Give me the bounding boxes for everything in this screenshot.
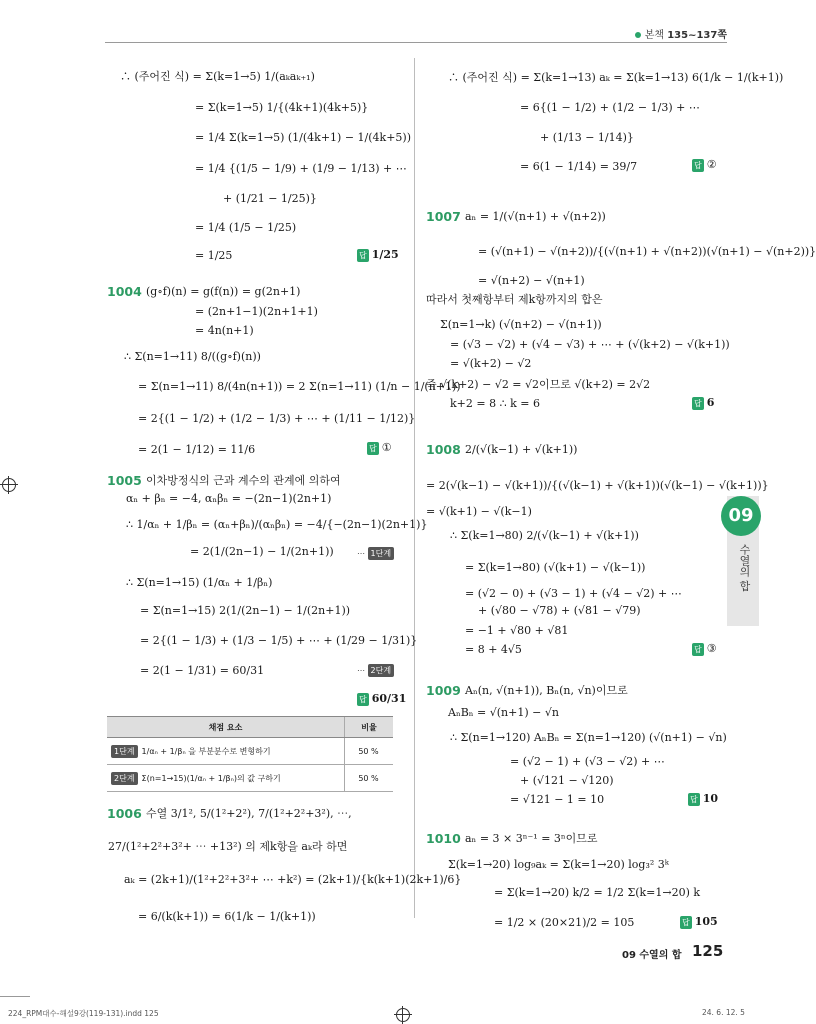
answer-1006	[692, 158, 717, 172]
answer-tag: 답	[359, 250, 367, 260]
table-row	[107, 765, 393, 792]
solution-line: AₙBₙ = √(n+1) − √n	[448, 706, 559, 719]
grading-table	[107, 716, 393, 792]
solution-line: = Σ(k=1→5) 1/{(4k+1)(4k+5)}	[195, 101, 369, 114]
problem-number-1006: 1006	[107, 806, 142, 821]
step-marker: ⋯ 1단계	[357, 547, 394, 560]
page-header	[635, 26, 727, 41]
solution-line: = (√3 − √2) + (√4 − √3) + ⋯ + (√(k+2) − √(k+1))	[450, 338, 730, 351]
step-1-badge: 1단계	[111, 745, 138, 758]
solution-line: aₙ = 3 × 3ⁿ⁻¹ = 3ⁿ이므로	[465, 832, 598, 845]
answer-value: ③	[706, 642, 717, 655]
solution-line: = √(k+1) − √(k−1)	[426, 505, 532, 518]
answer-1007	[692, 396, 714, 410]
solution-line: aₖ = (2k+1)/(1²+2²+3²+ ⋯ +k²) = (2k+1)/{k(k+1)(2k+1)/6}	[124, 873, 462, 886]
problem-number-1010: 1010	[426, 831, 461, 846]
solution-line: = (√2 − 0) + (√3 − 1) + (√4 − √2) + ⋯	[465, 587, 682, 600]
criterion-text: Σ(n=1→15)(1/αₙ + 1/βₙ)의 값 구하기	[141, 773, 281, 783]
answer-value: 6	[706, 396, 715, 409]
solution-line: = Σ(n=1→15) 2(1/(2n−1) − 1/(2n+1))	[140, 604, 351, 617]
solution-line: = Σ(n=1→11) 8/(4n(n+1)) = 2 Σ(n=1→11) (1/n − 1/(n+1))	[138, 380, 461, 393]
answer-value: ①	[381, 441, 392, 454]
answer-value: 105	[694, 915, 718, 928]
step-marker: ⋯ 2단계	[357, 664, 394, 677]
chapter-tab-title: 수열의 합	[738, 544, 751, 592]
header-rule	[105, 42, 727, 43]
answer-tag: 답	[682, 917, 690, 927]
answer-tag: 답	[694, 160, 702, 170]
problem-number-1009: 1009	[426, 683, 461, 698]
print-date: 24. 6. 12. 5	[702, 1008, 745, 1017]
solution-line: = 2(1 − 1/31) = 60/31	[140, 664, 265, 677]
solution-line: = 8 + 4√5	[465, 643, 522, 656]
answer-tag: 답	[369, 443, 377, 453]
registration-mark-icon	[2, 478, 16, 492]
solution-line: + (1/21 − 1/25)}	[223, 192, 317, 205]
solution-line: = 6/(k(k+1)) = 6(1/k − 1/(k+1))	[138, 910, 316, 923]
table-cell	[107, 765, 345, 792]
solution-line: ∴ Σ(n=1→11) 8/((g∘f)(n))	[124, 350, 261, 363]
solution-line: = 2{(1 − 1/2) + (1/2 − 1/3) + ⋯ + (1/11 − 1/12)}	[138, 412, 416, 425]
solution-line: k+2 = 8 ∴ k = 6	[450, 397, 540, 410]
solution-line: 이차방정식의 근과 계수의 관계에 의하여	[146, 474, 341, 487]
problem-number-1004: 1004	[107, 284, 142, 299]
solution-line: = √121 − 1 = 10	[510, 793, 605, 806]
solution-line: = 2(√(k−1) − √(k+1))/{(√(k−1) + √(k+1))(√(k−1) − √(k+1))}	[426, 479, 769, 492]
solution-line: Aₙ(n, √(n+1)), Bₙ(n, √n)이므로	[465, 684, 628, 697]
answer-tag: 답	[694, 398, 702, 408]
solution-line: 따라서 첫째항부터 제k항까지의 합은	[426, 293, 603, 306]
solution-line: = (2n+1−1)(2n+1+1)	[195, 305, 318, 318]
solution-line: = 2(1 − 1/12) = 11/6	[138, 443, 256, 456]
solution-line: = 1/4 Σ(k=1→5) (1/(4k+1) − 1/(4k+5))	[195, 131, 411, 144]
solution-line: = 1/4 (1/5 − 1/25)	[195, 221, 297, 234]
solution-line: = Σ(k=1→20) k/2 = 1/2 Σ(k=1→20) k	[494, 886, 701, 899]
solution-line: ∴ Σ(n=1→15) (1/αₙ + 1/βₙ)	[126, 576, 273, 589]
chapter-tab	[727, 496, 759, 626]
solution-line: = 4n(n+1)	[195, 324, 254, 337]
step-2-badge: 2단계	[368, 664, 395, 677]
answer-value: ②	[706, 158, 717, 171]
table-cell: 50 %	[345, 738, 394, 765]
solution-line: = Σ(k=1→80) (√(k+1) − √(k−1))	[465, 561, 646, 574]
file-name: 224_RPM대수-해설9강(119-131).indd 125	[8, 1009, 159, 1018]
solution-line: = (√(n+1) − √(n+2))/{(√(n+1) + √(n+2))(√(n+1) − √(n+2))}	[478, 245, 816, 258]
table-row	[107, 738, 393, 765]
solution-line: = 1/25	[195, 249, 233, 262]
answer-tag: 답	[694, 644, 702, 654]
solution-line: (g∘f)(n) = g(f(n)) = g(2n+1)	[146, 285, 301, 298]
column-header: 채점 요소	[107, 717, 345, 738]
chapter-number-badge: 09	[721, 496, 761, 536]
step-2-badge: 2단계	[111, 772, 138, 785]
registration-mark-icon	[396, 1008, 410, 1022]
column-header: 비율	[345, 717, 394, 738]
solution-line: ∴ 1/αₙ + 1/βₙ = (αₙ+βₙ)/(αₙβₙ) = −4/{−(2n−1)(2n+1)}	[126, 518, 428, 531]
table-cell: 50 %	[345, 765, 394, 792]
criterion-text: 1/αₙ + 1/βₙ 을 부분분수로 변형하기	[141, 746, 271, 756]
answer-1003	[357, 248, 399, 262]
solution-line: 2/(√(k−1) + √(k+1))	[465, 443, 578, 456]
solution-line: = 2{(1 − 1/3) + (1/3 − 1/5) + ⋯ + (1/29 − 1/31)}	[140, 634, 418, 647]
column-divider	[414, 58, 415, 918]
solution-line: aₙ = 1/(√(n+1) + √(n+2))	[465, 210, 606, 223]
solution-line: = −1 + √80 + √81	[465, 624, 569, 637]
answer-tag: 답	[359, 694, 367, 704]
solution-line: 수열 3/1², 5/(1²+2²), 7/(1²+2²+3²), ⋯,	[146, 807, 352, 820]
solution-line: Σ(n=1→k) (√(n+2) − √(n+1))	[440, 318, 602, 331]
page-number: 125	[692, 942, 724, 960]
answer-value: 1/25	[371, 248, 399, 261]
chapter-footer: 09 수열의 합	[622, 950, 682, 961]
solution-line: = 2(1/(2n−1) − 1/(2n+1))	[190, 545, 334, 558]
solution-line: 27/(1²+2²+3²+ ⋯ +13²) 의 제k항을 aₖ라 하면	[108, 840, 348, 853]
solution-line: ∴ (주어진 식) = Σ(k=1→13) aₖ = Σ(k=1→13) 6(1/k − 1/(k+1))	[448, 71, 784, 84]
solution-line: αₙ + βₙ = −4, αₙβₙ = −(2n−1)(2n+1)	[126, 492, 332, 505]
book-label: 본책	[644, 30, 665, 41]
solution-line: ∴ Σ(n=1→120) AₙBₙ = Σ(n=1→120) (√(n+1) − √n)	[450, 731, 727, 744]
solution-line: = 1/2 × (20×21)/2 = 105	[494, 916, 635, 929]
answer-1008	[692, 642, 717, 656]
solution-line: + (1/13 − 1/14)}	[540, 131, 634, 144]
page-range: 135~137쪽	[667, 30, 727, 41]
answer-1005	[357, 692, 406, 706]
solution-line: = √(n+2) − √(n+1)	[478, 274, 585, 287]
solution-line: Σ(k=1→20) log₉aₖ = Σ(k=1→20) log₃² 3ᵏ	[448, 858, 669, 871]
answer-1009	[688, 792, 718, 806]
table-cell	[107, 738, 345, 765]
solution-line: = (√2 − 1) + (√3 − √2) + ⋯	[510, 755, 665, 768]
table-header-row	[107, 717, 393, 738]
answer-value: 60/31	[371, 692, 407, 705]
answer-1004	[367, 441, 392, 455]
answer-tag: 답	[690, 794, 698, 804]
solution-line: 즉 √(k+2) − √2 = √2이므로 √(k+2) = 2√2	[426, 378, 651, 391]
solution-line: ∴ Σ(k=1→80) 2/(√(k−1) + √(k+1))	[450, 529, 639, 542]
solution-line: = 6{(1 − 1/2) + (1/2 − 1/3) + ⋯	[520, 101, 700, 114]
solution-line: = √(k+2) − √2	[450, 357, 532, 370]
solution-line: + (√121 − √120)	[520, 774, 614, 787]
problem-number-1008: 1008	[426, 442, 461, 457]
problem-number-1007: 1007	[426, 209, 461, 224]
solution-line: = 6(1 − 1/14) = 39/7	[520, 160, 638, 173]
solution-line: + (√80 − √78) + (√81 − √79)	[478, 604, 641, 617]
green-dot-icon	[635, 32, 641, 38]
solution-line: = 1/4 {(1/5 − 1/9) + (1/9 − 1/13) + ⋯	[195, 162, 407, 175]
step-1-badge: 1단계	[368, 547, 395, 560]
problem-number-1005: 1005	[107, 473, 142, 488]
solution-line: ∴ (주어진 식) = Σ(k=1→5) 1/(aₖaₖ₊₁)	[120, 70, 315, 83]
footer-rule	[0, 996, 30, 997]
answer-value: 10	[702, 792, 719, 805]
answer-1010	[680, 915, 718, 929]
